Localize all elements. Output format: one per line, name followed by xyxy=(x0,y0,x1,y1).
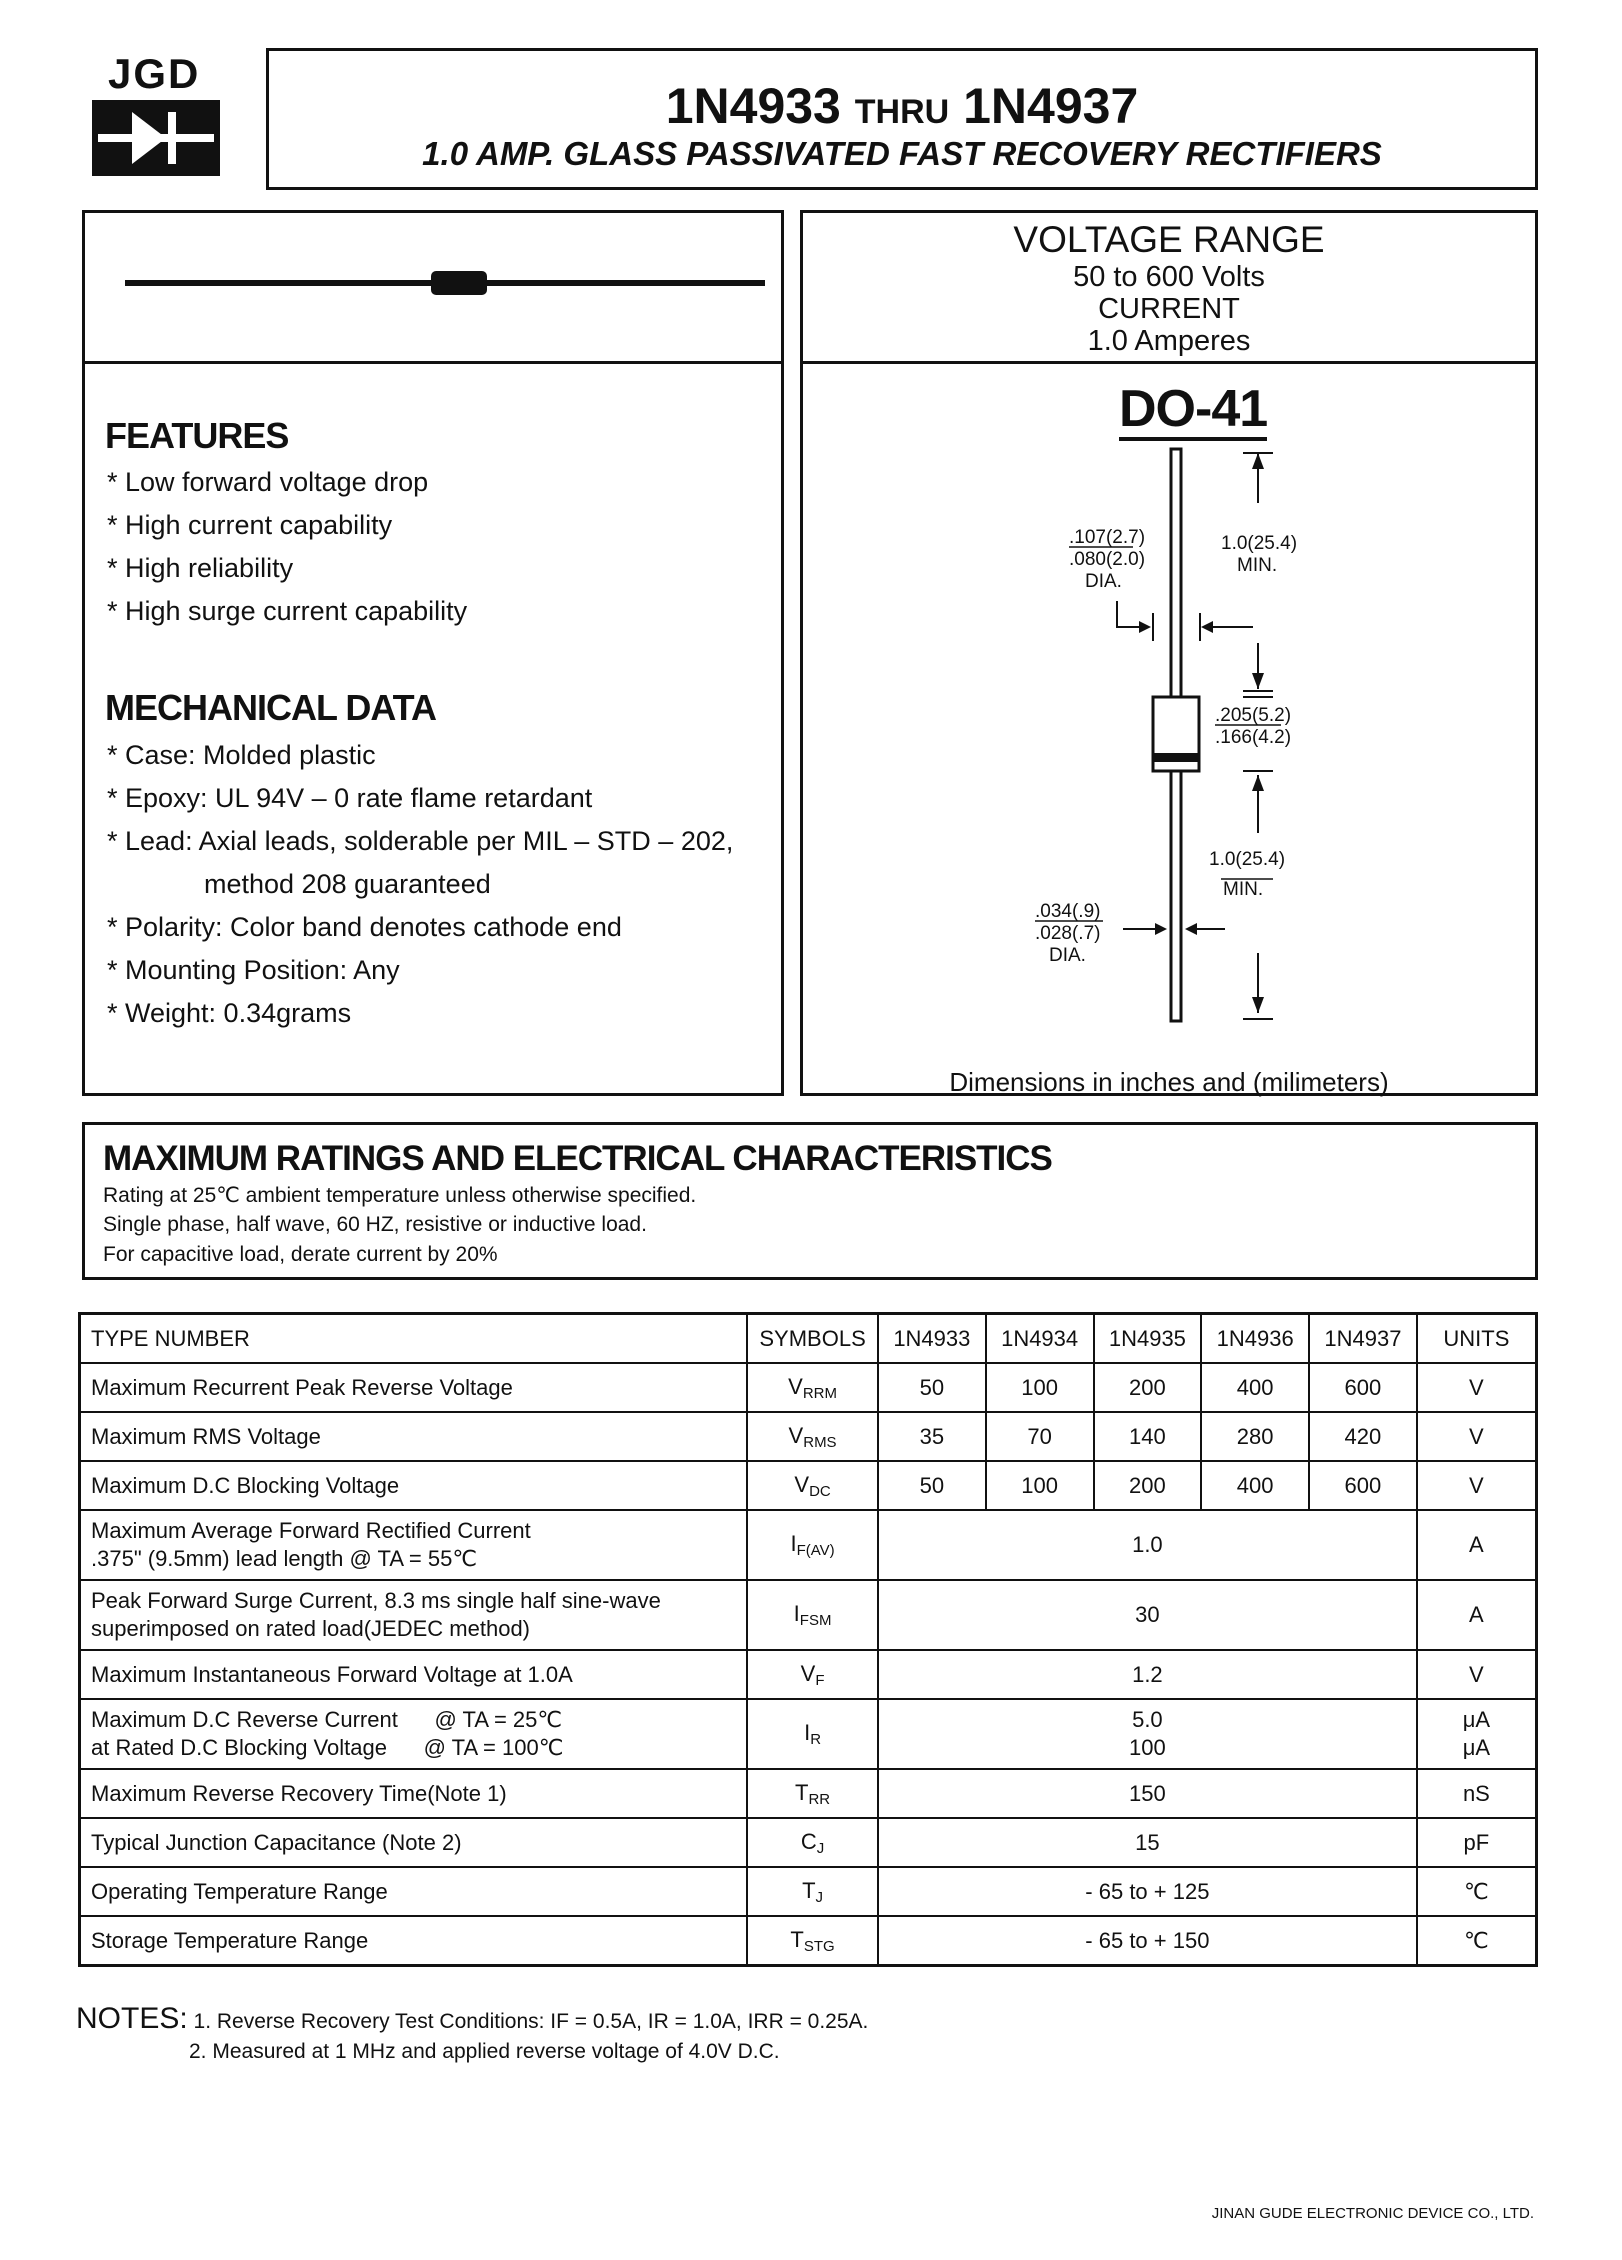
list-item: * Mounting Position: Any xyxy=(107,955,400,985)
param-symbol: $T_{RR}$ xyxy=(747,1769,878,1818)
list-item: * High reliability xyxy=(107,553,294,583)
lead-dia-max-label: .034(.9) xyxy=(1035,901,1101,922)
param-unit: ℃ xyxy=(1417,1916,1537,1966)
param-value: 30 xyxy=(878,1580,1417,1650)
lead-dia-min-label: .028(.7) xyxy=(1035,923,1101,944)
body-dia-min-label: .080(2.0) xyxy=(1069,549,1146,570)
param-description: Maximum Recurrent Peak Reverse Voltage xyxy=(80,1363,748,1412)
title-box xyxy=(266,48,1538,190)
param-value: 1.0 xyxy=(878,1510,1417,1580)
param-value: 15 xyxy=(878,1818,1417,1867)
param-value: 400 xyxy=(1201,1461,1309,1510)
param-symbol: $V_F$ xyxy=(747,1650,878,1699)
param-description: Maximum Reverse Recovery Time(Note 1) xyxy=(80,1769,748,1818)
table-row xyxy=(80,1461,1537,1510)
list-item: * High surge current capability xyxy=(107,596,468,626)
diode-logo-icon xyxy=(92,100,220,176)
table-row xyxy=(80,1867,1537,1916)
table-row xyxy=(80,1510,1537,1580)
list-item: * Low forward voltage drop xyxy=(107,467,429,497)
page-subtitle: 1.0 AMP. GLASS PASSIVATED FAST RECOVERY RECTIFIERS xyxy=(422,135,1382,172)
features-heading: FEATURES xyxy=(105,415,289,456)
list-item: * High current capability xyxy=(107,510,393,540)
package-dimension-drawing xyxy=(803,213,1541,1099)
param-unit: V xyxy=(1417,1363,1537,1412)
param-description: Maximum D.C Blocking Voltage xyxy=(80,1461,748,1510)
symbols-header: SYMBOLS xyxy=(747,1314,878,1364)
param-value: 150 xyxy=(878,1769,1417,1818)
body-dia-max-label: .107(2.7) xyxy=(1069,527,1146,548)
ratings-note: For capacitive load, derate current by 20% xyxy=(103,1243,498,1266)
diode-body-illustration xyxy=(125,263,765,303)
param-value: 140 xyxy=(1094,1412,1202,1461)
features-list xyxy=(107,461,467,633)
list-item: * Epoxy: UL 94V – 0 rate flame retardant xyxy=(107,783,593,813)
param-description: Storage Temperature Range xyxy=(80,1916,748,1966)
top-lead-min-label: MIN. xyxy=(1237,555,1278,576)
param-unit: nS xyxy=(1417,1769,1537,1818)
param-unit: pF xyxy=(1417,1818,1537,1867)
list-item: * Polarity: Color band denotes cathode end xyxy=(107,912,622,942)
param-unit: V xyxy=(1417,1650,1537,1699)
param-value: 100 xyxy=(986,1461,1094,1510)
ratings-box xyxy=(82,1122,1538,1280)
param-unit: A xyxy=(1417,1510,1537,1580)
current-value: 1.0 Amperes xyxy=(1087,325,1251,357)
dimension-note: Dimensions in inches and (milimeters) xyxy=(949,1067,1389,1097)
part-header: 1N4933 xyxy=(878,1314,986,1364)
bottom-lead-length-label: 1.0(25.4) xyxy=(1209,849,1286,870)
ratings-heading: MAXIMUM RATINGS AND ELECTRICAL CHARACTERISTICS xyxy=(103,1139,1052,1178)
part-header: 1N4935 xyxy=(1094,1314,1202,1364)
param-value: 5.0 100 xyxy=(878,1699,1417,1769)
param-symbol: $V_{DC}$ xyxy=(747,1461,878,1510)
body-length-min-label: .166(4.2) xyxy=(1215,727,1292,748)
specifications-table xyxy=(78,1312,1538,1967)
table-row xyxy=(80,1699,1537,1769)
param-symbol: $I_{F(AV)}$ xyxy=(747,1510,878,1580)
param-description: Maximum Average Forward Rectified Current .375" (9.5mm) lead length @ TA = 55℃ xyxy=(80,1510,748,1580)
param-symbol: $T_{STG}$ xyxy=(747,1916,878,1966)
param-symbol: $I_R$ xyxy=(747,1699,878,1769)
notes-section xyxy=(76,2002,868,2064)
list-item: * Weight: 0.34grams xyxy=(107,998,352,1028)
part-header: 1N4936 xyxy=(1201,1314,1309,1364)
features-panel xyxy=(82,210,784,1096)
param-value: 400 xyxy=(1201,1363,1309,1412)
note-item: 2. Measured at 1 MHz and applied reverse voltage of 4.0V D.C. xyxy=(189,2040,780,2063)
top-lead-length-label: 1.0(25.4) xyxy=(1221,533,1298,554)
param-unit: V xyxy=(1417,1412,1537,1461)
package-panel xyxy=(800,210,1538,1096)
param-symbol: $V_{RMS}$ xyxy=(747,1412,878,1461)
current-label: CURRENT xyxy=(1098,293,1240,325)
param-description: Maximum D.C Reverse Current @ TA = 25℃ at Rated D.C Blocking Voltage @ TA = 100℃ xyxy=(80,1699,748,1769)
param-description: Maximum RMS Voltage xyxy=(80,1412,748,1461)
voltage-range-value: 50 to 600 Volts xyxy=(1073,261,1265,293)
param-value: 35 xyxy=(878,1412,986,1461)
param-description: Maximum Instantaneous Forward Voltage at 1.0A xyxy=(80,1650,748,1699)
param-value: 50 xyxy=(878,1363,986,1412)
list-item: * Lead: Axial leads, solderable per MIL – STD – 202, xyxy=(107,826,734,856)
list-item: * Case: Molded plastic xyxy=(107,740,376,770)
param-value: 70 xyxy=(986,1412,1094,1461)
param-symbol: $C_J$ xyxy=(747,1818,878,1867)
param-description: Operating Temperature Range xyxy=(80,1867,748,1916)
table-row xyxy=(80,1769,1537,1818)
ratings-note: Rating at 25℃ ambient temperature unless otherwise specified. xyxy=(103,1184,697,1207)
part-header: 1N4934 xyxy=(986,1314,1094,1364)
part-header: 1N4937 xyxy=(1309,1314,1417,1364)
units-header: UNITS xyxy=(1417,1314,1537,1364)
ratings-note: Single phase, half wave, 60 HZ, resistive or inductive load. xyxy=(103,1213,647,1236)
param-symbol: $V_{RRM}$ xyxy=(747,1363,878,1412)
param-value: - 65 to + 150 xyxy=(878,1916,1417,1966)
mechanical-list xyxy=(107,734,733,1035)
type-number-header: TYPE NUMBER xyxy=(80,1314,748,1364)
param-unit: V xyxy=(1417,1461,1537,1510)
note-item: 1. Reverse Recovery Test Conditions: IF = 0.5A, IR = 1.0A, IRR = 0.25A. xyxy=(193,2010,869,2033)
notes-label: NOTES: xyxy=(76,2002,188,2035)
param-unit: ℃ xyxy=(1417,1867,1537,1916)
body-dia-unit-label: DIA. xyxy=(1085,571,1122,592)
param-value: 600 xyxy=(1309,1461,1417,1510)
body-length-max-label: .205(5.2) xyxy=(1215,705,1292,726)
package-name: DO-41 xyxy=(1119,381,1267,441)
table-header-row xyxy=(80,1314,1537,1364)
param-value: 100 xyxy=(986,1363,1094,1412)
param-value: 600 xyxy=(1309,1363,1417,1412)
param-unit: A xyxy=(1417,1580,1537,1650)
table-row xyxy=(80,1650,1537,1699)
table-row xyxy=(80,1580,1537,1650)
param-description: Peak Forward Surge Current, 8.3 ms single half sine-wave superimposed on rated load(JEDEC method) xyxy=(80,1580,748,1650)
param-value: - 65 to + 125 xyxy=(878,1867,1417,1916)
param-value: 200 xyxy=(1094,1363,1202,1412)
footer-company: JINAN GUDE ELECTRONIC DEVICE CO., LTD. xyxy=(1211,2205,1534,2222)
table-row xyxy=(80,1363,1537,1412)
param-value: 280 xyxy=(1201,1412,1309,1461)
param-description: Typical Junction Capacitance (Note 2) xyxy=(80,1818,748,1867)
mechanical-heading: MECHANICAL DATA xyxy=(105,687,436,728)
param-value: 1.2 xyxy=(878,1650,1417,1699)
param-value: 50 xyxy=(878,1461,986,1510)
param-value: 420 xyxy=(1309,1412,1417,1461)
company-logo-text: JGD xyxy=(108,50,201,97)
param-symbol: $T_J$ xyxy=(747,1867,878,1916)
table-row xyxy=(80,1412,1537,1461)
param-symbol: $I_{FSM}$ xyxy=(747,1580,878,1650)
param-value: 200 xyxy=(1094,1461,1202,1510)
table-row xyxy=(80,1818,1537,1867)
list-item: method 208 guaranteed xyxy=(204,869,491,899)
lead-dia-unit-label: DIA. xyxy=(1049,945,1086,966)
table-row xyxy=(80,1916,1537,1966)
voltage-range-title: VOLTAGE RANGE xyxy=(1013,219,1325,260)
panel-divider xyxy=(85,361,781,364)
param-unit: μA μA xyxy=(1417,1699,1537,1769)
page-title: 1N4933 THRU 1N4937 xyxy=(665,78,1139,134)
bottom-lead-min-label: MIN. xyxy=(1223,879,1264,900)
